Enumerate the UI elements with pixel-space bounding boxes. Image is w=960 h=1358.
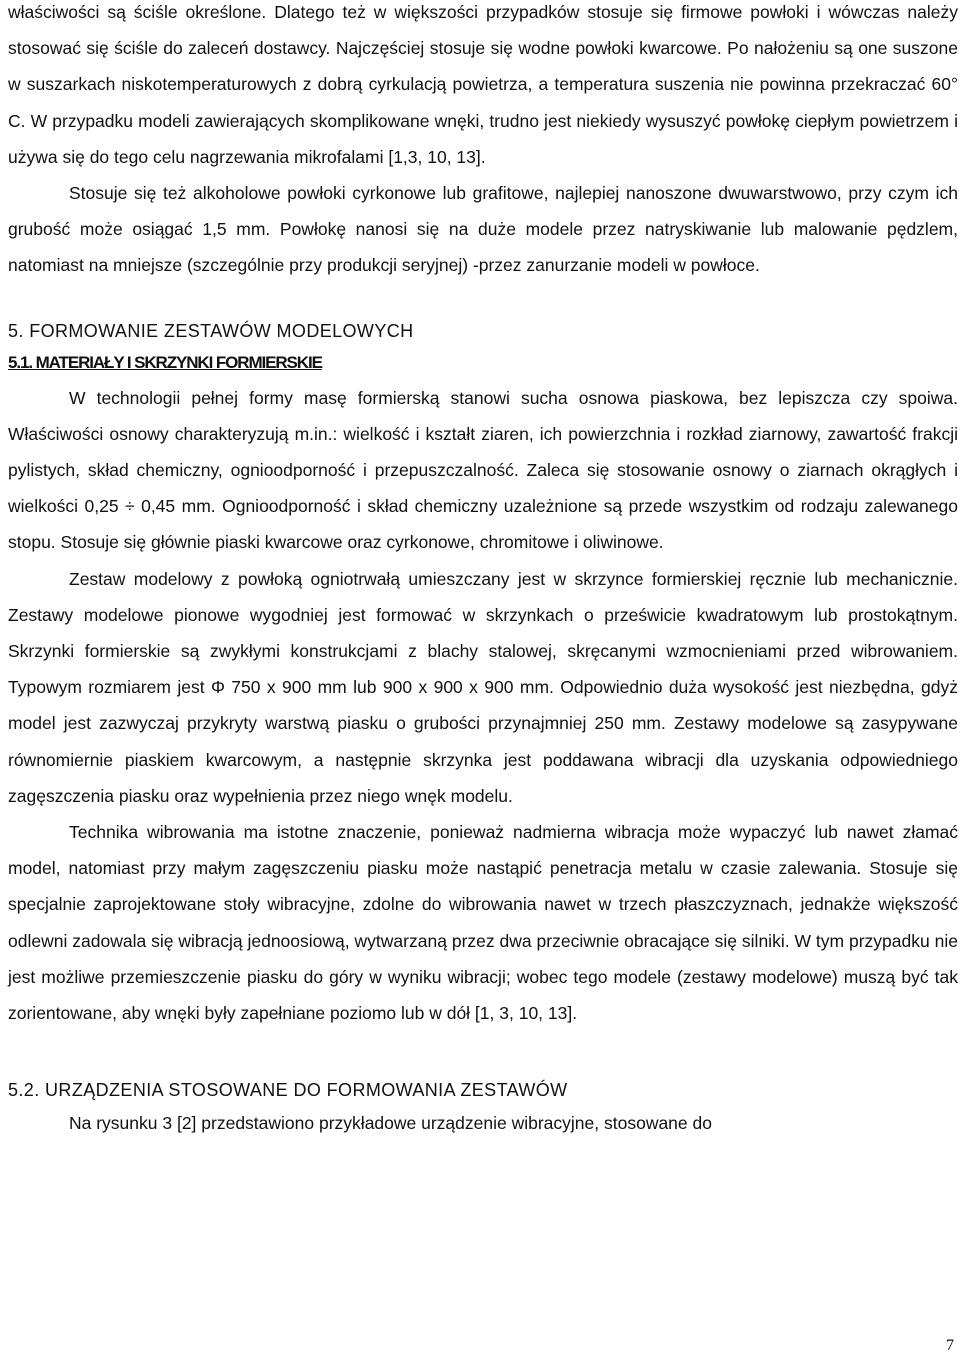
- subsection-heading-materialy: 5.1. MATERIAŁY I SKRZYNKI FORMIERSKIE: [8, 352, 322, 372]
- section-heading-urzadzenia: 5.2. URZĄDZENIA STOSOWANE DO FORMOWANIA ZESTAWÓW: [8, 1080, 568, 1101]
- paragraph-osnowa-piaskowa: W technologii pełnej formy masę formierską stanowi sucha osnowa piaskowa, bez lepiszcza czy spoiwa. Właściwości osnowy charakteryzują m.in.: wielkość i kształt ziaren, ich powierzchnia i rozkład ziarnowy, zawartość frakcji pylistych, skład chemiczny, ognioodporność i przepuszczalność. Zaleca się stosowanie osnowy o ziarnach okrągłych i wielkości 0,25 ÷ 0,45 mm. Ognioodporność i skład chemiczny uzależnione są przede wszystkim od rodzaju zalewanego stopu. Stosuje się głównie piaski kwarcowe oraz cyrkonowe, chromitowe i oliwinowe.: [8, 387, 958, 553]
- paragraph-powloki-suszenie: właściwości są ściśle określone. Dlatego też w większości przypadków stosuje się firmowe powłoki i wówczas należy stosować się ściśle do zaleceń dostawcy. Najczęściej stosuje się wodne powłoki kwarcowe. Po nałożeniu są one suszone w suszarkach niskotemperaturowych z dobrą cyrkulacją powietrza, a temperatura suszenia nie powinna przekraczać 60° C. W przypadku modeli zawierających skomplikowane wnęki, trudno jest niekiedy wysuszyć powłokę ciepłym powietrzem i używa się do tego celu nagrzewania mikrofalami [1,3, 10, 13].: [8, 2, 958, 167]
- document-page: [8, 0, 958, 1141]
- paragraph-skrzynki-formierskie: Zestaw modelowy z powłoką ogniotrwałą umieszczany jest w skrzynce formierskiej ręcznie lub mechanicznie. Zestawy modelowe pionowe wygodniej jest formować w skrzynkach o prześwicie kwadratowym lub prostokątnym. Skrzynki formierskie są zwykłymi konstrukcjami z blachy stalowej, skręcanymi wzmocnieniami przed wibrowaniem. Typowym rozmiarem jest Φ 750 x 900 mm lub 900 x 900 x 900 mm. Odpowiednio duża wysokość jest niezbędna, gdyż model jest zazwyczaj przykryty warstwą piasku o grubości przynajmniej 250 mm. Zestawy modelowe są zasypywane równomiernie piaskiem kwarcowym, a następnie skrzynka jest poddawana wibracji dla uzyskania odpowiedniego zagęszczenia piasku oraz wypełnienia przez niego wnęk modelu.: [8, 568, 958, 806]
- section-heading-formowanie: 5. FORMOWANIE ZESTAWÓW MODELOWYCH: [8, 320, 414, 341]
- paragraph-powloki-alkoholowe: Stosuje się też alkoholowe powłoki cyrkonowe lub grafitowe, najlepiej nanoszone dwuwarstwowo, przy czym ich grubość może osiągać 1,5 mm. Powłokę nanosi się na duże modele przez natryskiwanie lub malowanie pędzlem, natomiast na mniejsze (szczególnie przy produkcji seryjnej) -przez zanurzanie modeli w powłoce.: [8, 183, 958, 276]
- page-number: 7: [946, 1337, 954, 1354]
- paragraph-technika-wibrowania: Technika wibrowania ma istotne znaczenie, ponieważ nadmierna wibracja może wypaczyć lub nawet złamać model, natomiast przy małym zagęszczeniu piasku może nastąpić penetracja metalu w czasie zalewania. Stosuje się specjalnie zaprojektowane stoły wibracyjne, zdolne do wibrowania nawet w trzech płaszczyznach, jednakże większość odlewni zadowala się wibracją jednoosiową, wytwarzaną przez dwa przeciwnie obracające się silniki. W tym przypadku nie jest możliwe przemieszczenie piasku do góry w wyniku wibracji; wobec tego modele (zestawy modelowe) muszą być tak zorientowane, aby wnęki były zapełniane poziomo lub w dół [1, 3, 10, 13].: [8, 822, 958, 1024]
- paragraph-rysunek-3: Na rysunku 3 [2] przedstawiono przykładowe urządzenie wibracyjne, stosowane do: [69, 1113, 712, 1134]
